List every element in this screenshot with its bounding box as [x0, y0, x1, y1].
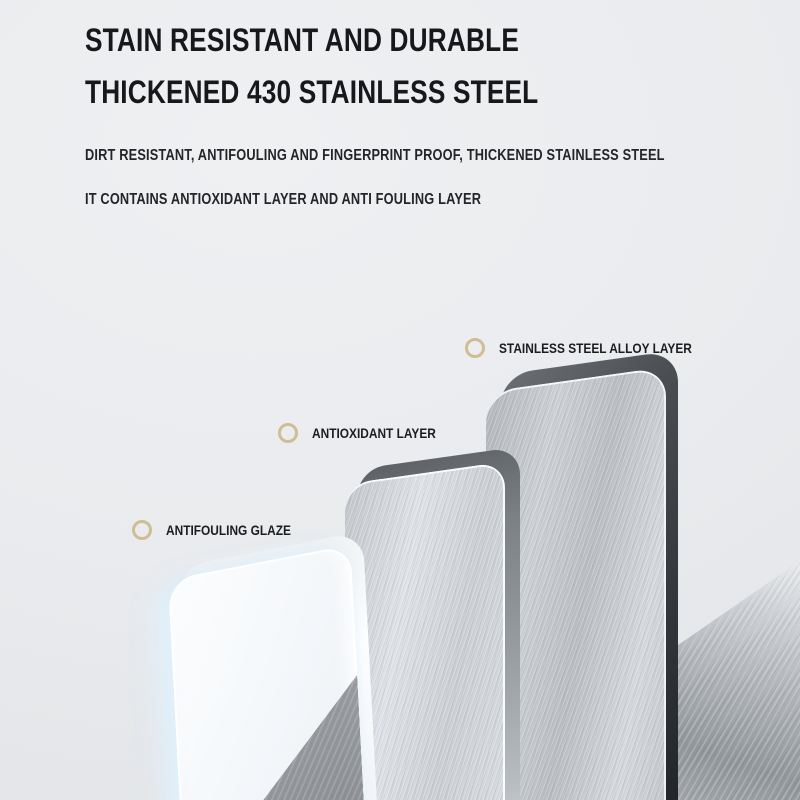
gold-ring-icon: [465, 338, 485, 358]
gold-ring-icon: [132, 520, 152, 540]
subheadline-line-2: IT CONTAINS ANTIOXIDANT LAYER AND ANTI FOULING LAYER: [85, 191, 482, 208]
callout-antifouling-glaze: [132, 520, 313, 540]
antifouling-glaze-plate: [168, 545, 366, 800]
callout-label: STAINLESS STEEL ALLOY LAYER: [499, 340, 692, 356]
callout-antioxidant-layer: [278, 423, 458, 443]
callout-label: ANTIOXIDANT LAYER: [312, 425, 436, 441]
subheadline-line-1: DIRT RESISTANT, ANTIFOULING AND FINGERPRINT PROOF, THICKENED STAINLESS STEEL: [85, 147, 665, 164]
headline-line-1: STAIN RESISTANT AND DURABLE: [85, 22, 519, 58]
callout-label: ANTIFOULING GLAZE: [166, 522, 291, 538]
gold-ring-icon: [278, 423, 298, 443]
headline-line-2: THICKENED 430 STAINLESS STEEL: [85, 74, 539, 110]
callout-stainless-steel-alloy-layer: [465, 338, 726, 358]
